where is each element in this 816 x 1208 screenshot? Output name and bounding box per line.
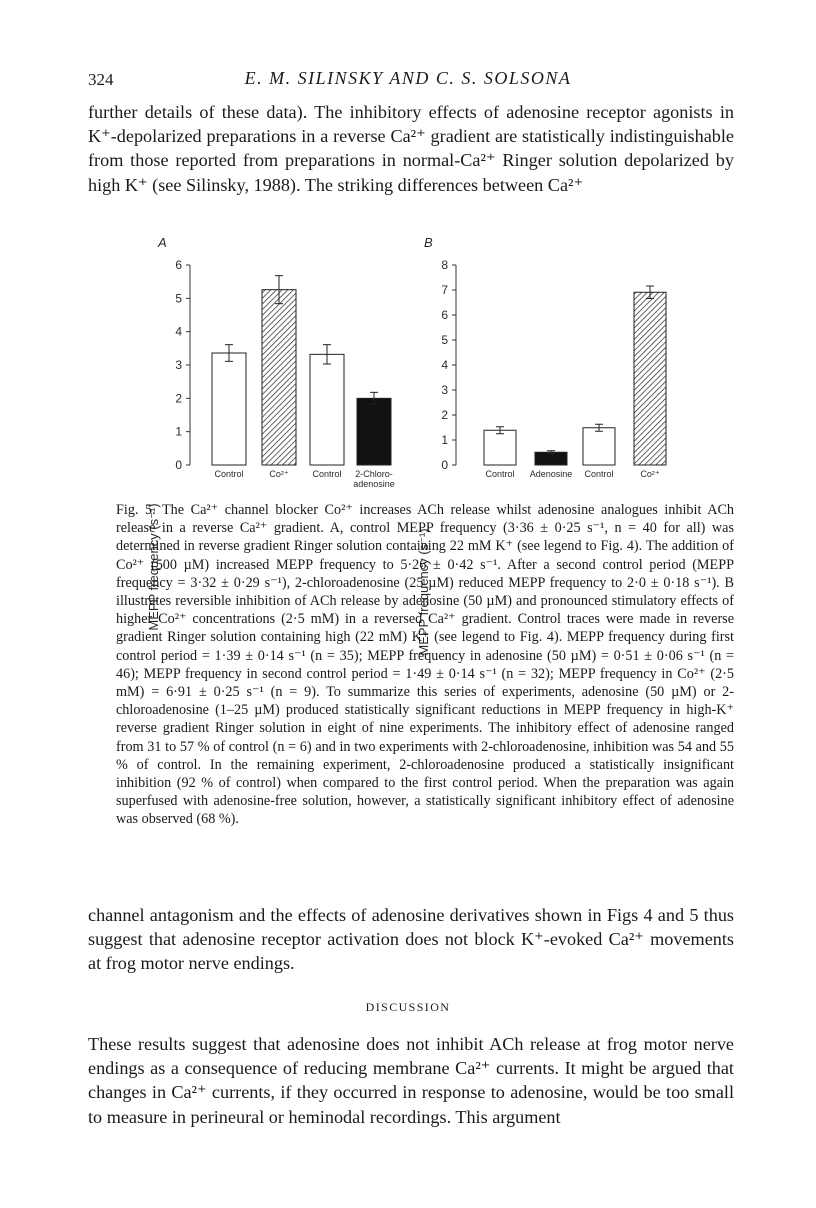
y-tick-label: 4 bbox=[441, 358, 448, 372]
x-category-label: Control bbox=[584, 469, 614, 479]
y-tick-label: 3 bbox=[441, 383, 448, 397]
x-category-label: adenosine bbox=[353, 479, 395, 489]
panel-b-chart bbox=[441, 258, 666, 479]
figure-caption: Fig. 5. The Ca²⁺ channel blocker Co²⁺ increases ACh release whilst adenosine analogues inhibit ACh release in a reverse Ca²⁺ gradient. A, control MEPP frequency (3·36 ± 0·25 s⁻¹, n = 40 for all) was determined in reverse gradient Ringer solution containing 22 mM K⁺ (see legend to Fig. 4). The addition of Co²⁺ (500 µM) increased MEPP frequency to 5·26 ± 0·42 s⁻¹. After a second control period (MEPP frequency = 3·32 ± 0·29 s⁻¹), 2-chloroadenosine (25 µM) reduced MEPP frequency to 2·0 ± 0·18 s⁻¹). B illustrates reversible inhibition of ACh release by adenosine (50 µM) and pronounced stimulatory effects of higher Co²⁺ concentrations (2·5 mM) in a reversed Ca²⁺ gradient. Control traces were made in reverse gradient Ringer solution containing high (22 mM) K⁺ (see legend to Fig. 4). MEPP frequency during first control period = 1·39 ± 0·14 s⁻¹ (n = 35); MEPP frequency in adenosine (50 µM) = 0·51 ± 0·06 s⁻¹ (n = 46); MEPP frequency in second control period = 1·49 ± 0·14 s⁻¹ (n = 32); MEPP frequency in Co²⁺ (2·5 mM) = 6·91 ± 0·25 s⁻¹ (n = 9). To summarize this series of experiments, adenosine (50 µM) or 2-chloroadenosine (1–25 µM) produced statistically significant reductions in MEPP frequency in high-K⁺ reverse gradient Ringer solution in eight of nine experiments. The inhibitory effect of adenosine ranged from 31 to 57 % of control (n = 6) and in two experiments with 2-chloroadenosine, inhibition was 54 and 55 % of control. In the remaining experiment, 2-chloroadenosine produced a statistically insignificant inhibition (92 % of control) when compared to the first control period. When the preparation was again superfused with adenosine-free solution, however, a statistically significant inhibitory effect of adenosine was observed (68 %). bbox=[116, 502, 734, 828]
bar-a-3 bbox=[310, 354, 344, 465]
panel-a-chart bbox=[175, 258, 394, 489]
x-category-label: Adenosine bbox=[529, 469, 573, 479]
y-tick-label: 3 bbox=[175, 358, 182, 372]
intro-paragraph: further details of these data). The inhibitory effects of adenosine receptor agonists in K⁺-depolarized preparations in a reverse Ca²⁺ gradient are statistically indistinguishable from those reported from preparations in normal-Ca²⁺ Ringer solution depolarized by high K⁺ (see Silinsky, 1988). The striking differences between Ca²⁺ bbox=[88, 102, 734, 195]
y-tick-label: 6 bbox=[441, 308, 448, 322]
bar-a-1 bbox=[212, 353, 246, 465]
panel-a-label: A bbox=[158, 235, 167, 250]
y-tick-label: 2 bbox=[441, 408, 448, 422]
panel-b-y-axis-label: MEPP frequency (s⁻¹) bbox=[416, 528, 431, 656]
y-tick-label: 5 bbox=[441, 333, 448, 347]
discussion-paragraph: These results suggest that adenosine does not inhibit ACh release at frog motor nerve endings as a consequence of reducing membrane Ca²⁺ currents. It might be argued that changes in Ca²⁺ currents, if they occurred in response to adenosine, would be too small to measure in perineural or heminodal recordings. This argument bbox=[88, 1034, 734, 1127]
x-category-label: Control bbox=[312, 469, 342, 479]
y-tick-label: 1 bbox=[441, 433, 448, 447]
x-category-label: Control bbox=[485, 469, 515, 479]
bar-b-3 bbox=[583, 428, 615, 465]
y-tick-label: 8 bbox=[441, 258, 448, 272]
y-tick-label: 4 bbox=[175, 324, 182, 339]
bar-b-4 bbox=[634, 292, 666, 465]
bar-b-1 bbox=[484, 430, 516, 465]
y-tick-label: 1 bbox=[175, 424, 182, 439]
bar-a-4 bbox=[357, 398, 391, 465]
closing-paragraph: channel antagonism and the effects of adenosine derivatives shown in Figs 4 and 5 thus suggest that adenosine receptor activation does not block K⁺-evoked Ca²⁺ movements at frog motor nerve endings. bbox=[88, 905, 734, 974]
bar-a-2 bbox=[262, 290, 296, 465]
figure-5 bbox=[0, 232, 816, 656]
discussion-heading: DISCUSSION bbox=[365, 1000, 451, 1014]
x-category-label: 2-Chloro- bbox=[355, 469, 393, 479]
y-tick-label: 7 bbox=[441, 283, 448, 297]
y-tick-label: 5 bbox=[175, 291, 182, 306]
x-category-label: Control bbox=[214, 469, 244, 479]
panel-a-y-axis-label: MEPP frequency (s⁻¹) bbox=[146, 503, 161, 631]
x-category-label: Co²⁺ bbox=[640, 469, 660, 479]
panel-b-label: B bbox=[424, 235, 433, 250]
running-title: E. M. SILINSKY AND C. S. SOLSONA bbox=[244, 68, 572, 88]
x-category-label: Co²⁺ bbox=[269, 469, 289, 479]
y-tick-label: 6 bbox=[175, 258, 182, 272]
y-tick-label: 0 bbox=[441, 458, 448, 472]
page-number: 324 bbox=[88, 70, 114, 89]
y-tick-label: 2 bbox=[175, 391, 182, 406]
y-tick-label: 0 bbox=[175, 458, 182, 472]
